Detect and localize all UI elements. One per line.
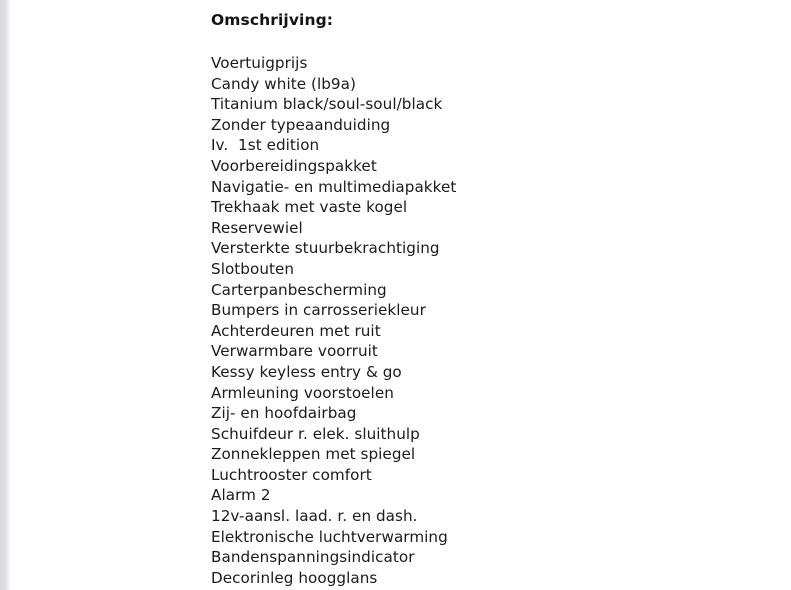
list-item: Candy white (lb9a) bbox=[211, 74, 356, 93]
list-item: Decorinleg hoogglans bbox=[211, 568, 378, 587]
list-item: Zij- en hoofdairbag bbox=[211, 404, 357, 423]
list-item: Alarm 2 bbox=[211, 486, 271, 505]
list-item: Versterkte stuurbekrachtiging bbox=[211, 239, 440, 258]
list-item: Voorbereidingspakket bbox=[211, 156, 377, 175]
list-item: Bumpers in carrosseriekleur bbox=[211, 301, 426, 320]
list-item: Elektronische luchtverwarming bbox=[211, 527, 448, 546]
list-item: Schuifdeur r. elek. sluithulp bbox=[211, 424, 420, 443]
list-item: Armleuning voorstoelen bbox=[211, 383, 394, 402]
list-item: Zonnekleppen met spiegel bbox=[211, 445, 416, 464]
description-document bbox=[211, 0, 771, 590]
specification-list bbox=[211, 53, 456, 588]
list-item: Navigatie- en multimediapakket bbox=[211, 177, 457, 196]
page-title: Omschrijving: bbox=[211, 11, 334, 29]
page-left-edge-shadow bbox=[0, 0, 12, 590]
list-item: Luchtrooster comfort bbox=[211, 465, 372, 484]
list-item: Reservewiel bbox=[211, 218, 303, 237]
list-item: Trekhaak met vaste kogel bbox=[211, 198, 408, 217]
list-item: Voertuigprijs bbox=[211, 54, 308, 72]
list-item: 12v-aansl. laad. r. en dash. bbox=[211, 507, 418, 526]
list-item: Titanium black/soul-soul/black bbox=[211, 95, 443, 114]
list-item: Achterdeuren met ruit bbox=[211, 321, 381, 340]
list-item: Carterpanbescherming bbox=[211, 280, 387, 299]
list-item: Iv. 1st edition bbox=[211, 136, 320, 155]
list-item: Verwarmbare voorruit bbox=[211, 342, 378, 361]
list-item: Slotbouten bbox=[211, 259, 295, 278]
list-item: Bandenspanningsindicator bbox=[211, 548, 415, 567]
list-item: Zonder typeaanduiding bbox=[211, 115, 391, 134]
list-item: Kessy keyless entry & go bbox=[211, 362, 402, 381]
